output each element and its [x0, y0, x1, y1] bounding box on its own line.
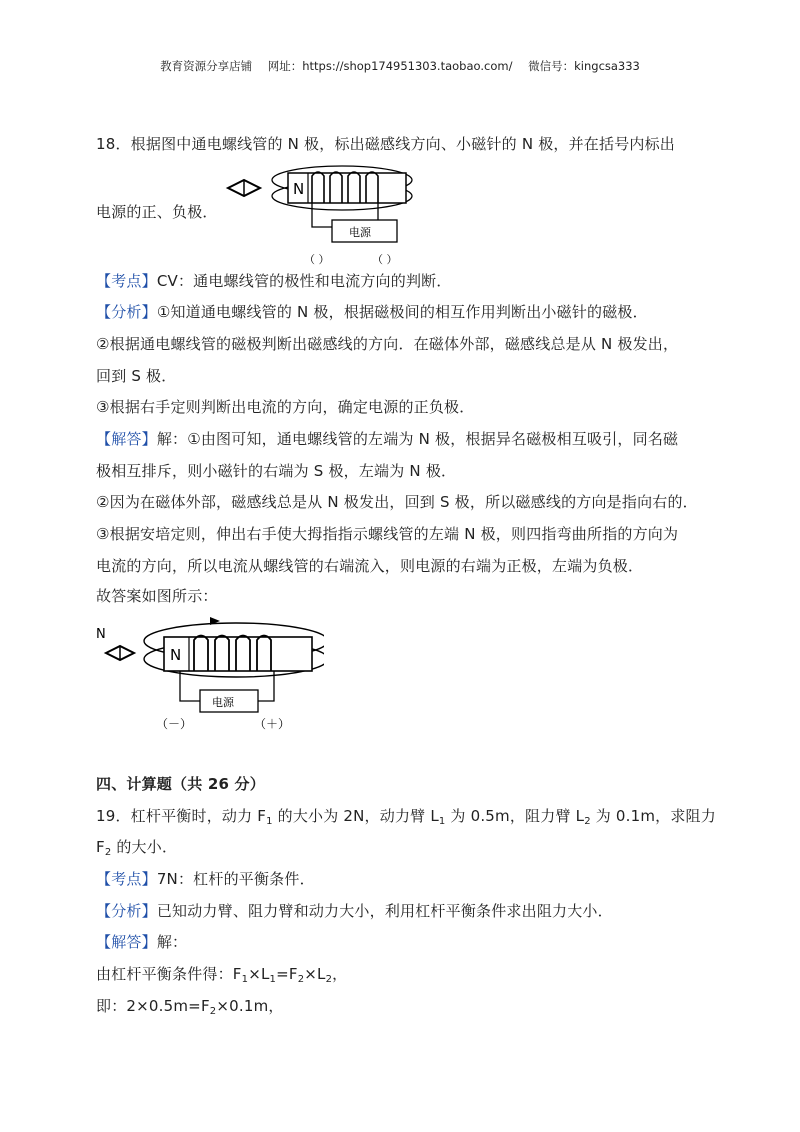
left-terminal-paren: （ ） — [304, 253, 330, 265]
compass-needle-icon — [228, 180, 260, 196]
fenxi-text: ①知道通电螺线管的 N 极，根据磁极间的相互作用判断出小磁针的磁极． — [156, 303, 648, 321]
subscript: 2 — [325, 974, 333, 985]
subscript: 1 — [269, 974, 277, 985]
q18-jieda-5: 电流的方向，所以电流从螺线管的右端流入，则电源的右端为正极，左端为负极． — [96, 557, 644, 575]
solenoid-n-label: N — [293, 180, 305, 198]
jieda-text: 解： — [156, 933, 188, 951]
q18-fenxi-3: 回到 S 极． — [96, 367, 177, 385]
shop-url: 网址：https://shop174951303.taobao.com/ — [267, 59, 513, 73]
solenoid-core — [288, 173, 406, 203]
fenxi-text: 已知动力臂、阻力臂和动力大小，利用杠杆平衡条件求出阻力大小． — [156, 902, 613, 920]
power-source-label: 电源 — [349, 226, 371, 239]
q19-equation-1 — [96, 963, 347, 984]
equation-text: 即：2×0.5m=F — [96, 997, 210, 1015]
kaodian-tag: 【考点】 — [96, 272, 157, 290]
jieda-tag: 【解答】 — [96, 933, 157, 951]
q19-text: 的大小为 2N，动力臂 L — [272, 807, 439, 825]
needle-n-label: N — [96, 627, 106, 642]
subscript: 2 — [297, 974, 305, 985]
q18-kaodian — [96, 270, 452, 291]
figure-solenoid-answer — [94, 615, 324, 735]
equation-text: 由杠杆平衡条件得：F — [96, 965, 242, 983]
q19-text: 19．杠杆平衡时，动力 F — [96, 807, 267, 825]
q19-equation-2 — [96, 995, 284, 1016]
subscript: 1 — [438, 816, 446, 827]
solenoid-core — [164, 637, 312, 671]
q19-text: 为 0.5m，阻力臂 L — [445, 807, 585, 825]
q18-title-cont: 电源的正、负极． — [96, 203, 218, 221]
q19-text: 为 0.1m，求阻力 — [590, 807, 716, 825]
wechat-id: 微信号：kingcsa333 — [528, 59, 640, 73]
q19-title-cont — [96, 836, 177, 857]
jieda-tag: 【解答】 — [96, 430, 157, 448]
plus-terminal-label: （＋） — [254, 717, 291, 731]
q19-fenxi — [96, 900, 613, 921]
kaodian-text: CV：通电螺线管的极性和电流方向的判断． — [156, 272, 452, 290]
equation-text: ×0.1m， — [216, 997, 284, 1015]
solenoid-n-label: N — [170, 646, 182, 664]
q18-jieda-2: 极相互排斥，则小磁针的右端为 S 极，左端为 N 极． — [96, 462, 457, 480]
power-source-label: 电源 — [212, 696, 234, 709]
subscript: 2 — [209, 1006, 217, 1017]
subscript: 2 — [104, 847, 112, 858]
q19-text: 的大小． — [111, 838, 178, 856]
kaodian-text: 7N：杠杆的平衡条件． — [156, 870, 315, 888]
q18-jieda-3: ②因为在磁体外部，磁感线总是从 N 极发出，回到 S 极，所以磁感线的方向是指向右的． — [96, 493, 698, 511]
fenxi-tag: 【分析】 — [96, 902, 157, 920]
section-title: 四、计算题（共 26 分） — [96, 775, 265, 793]
subscript: 2 — [584, 816, 591, 827]
equation-text: ×L — [304, 965, 326, 983]
subscript: 1 — [241, 974, 249, 985]
q18-jieda — [96, 428, 678, 449]
right-terminal-paren: （ ） — [372, 253, 398, 265]
equation-text: ×L — [248, 965, 270, 983]
fenxi-tag: 【分析】 — [96, 303, 157, 321]
equation-text: =F — [276, 965, 298, 983]
q18-fenxi — [96, 301, 648, 322]
q19-jieda — [96, 931, 187, 952]
q18-jieda-4: ③根据安培定则，伸出右手使大拇指指示螺线管的左端 N 极，则四指弯曲所指的方向为 — [96, 525, 679, 543]
q18-fenxi-4: ③根据右手定则判断出电流的方向，确定电源的正负极． — [96, 398, 475, 416]
jieda-text: 解：①由图可知，通电螺线管的左端为 N 极，根据异名磁极相互吸引，同名磁 — [156, 430, 679, 448]
q18-jieda-6: 故答案如图所示： — [96, 587, 218, 605]
page-header — [0, 58, 800, 74]
q19-kaodian — [96, 868, 315, 889]
q18-title: 18．根据图中通电螺线管的 N 极，标出磁感线方向、小磁针的 N 极，并在括号内标出 — [96, 135, 676, 153]
subscript: 1 — [266, 816, 273, 827]
figure-solenoid-question — [222, 160, 432, 265]
q19-title — [96, 805, 716, 826]
minus-terminal-label: （－） — [156, 717, 193, 731]
kaodian-tag: 【考点】 — [96, 870, 157, 888]
shop-name: 教育资源分享店铺 — [160, 59, 253, 73]
q18-fenxi-2: ②根据通电螺线管的磁极判断出磁感线的方向．在磁体外部，磁感线总是从 N 极发出， — [96, 335, 679, 353]
q19-text: F — [96, 838, 105, 856]
equation-text: ， — [332, 965, 348, 983]
compass-needle-icon — [106, 646, 134, 660]
